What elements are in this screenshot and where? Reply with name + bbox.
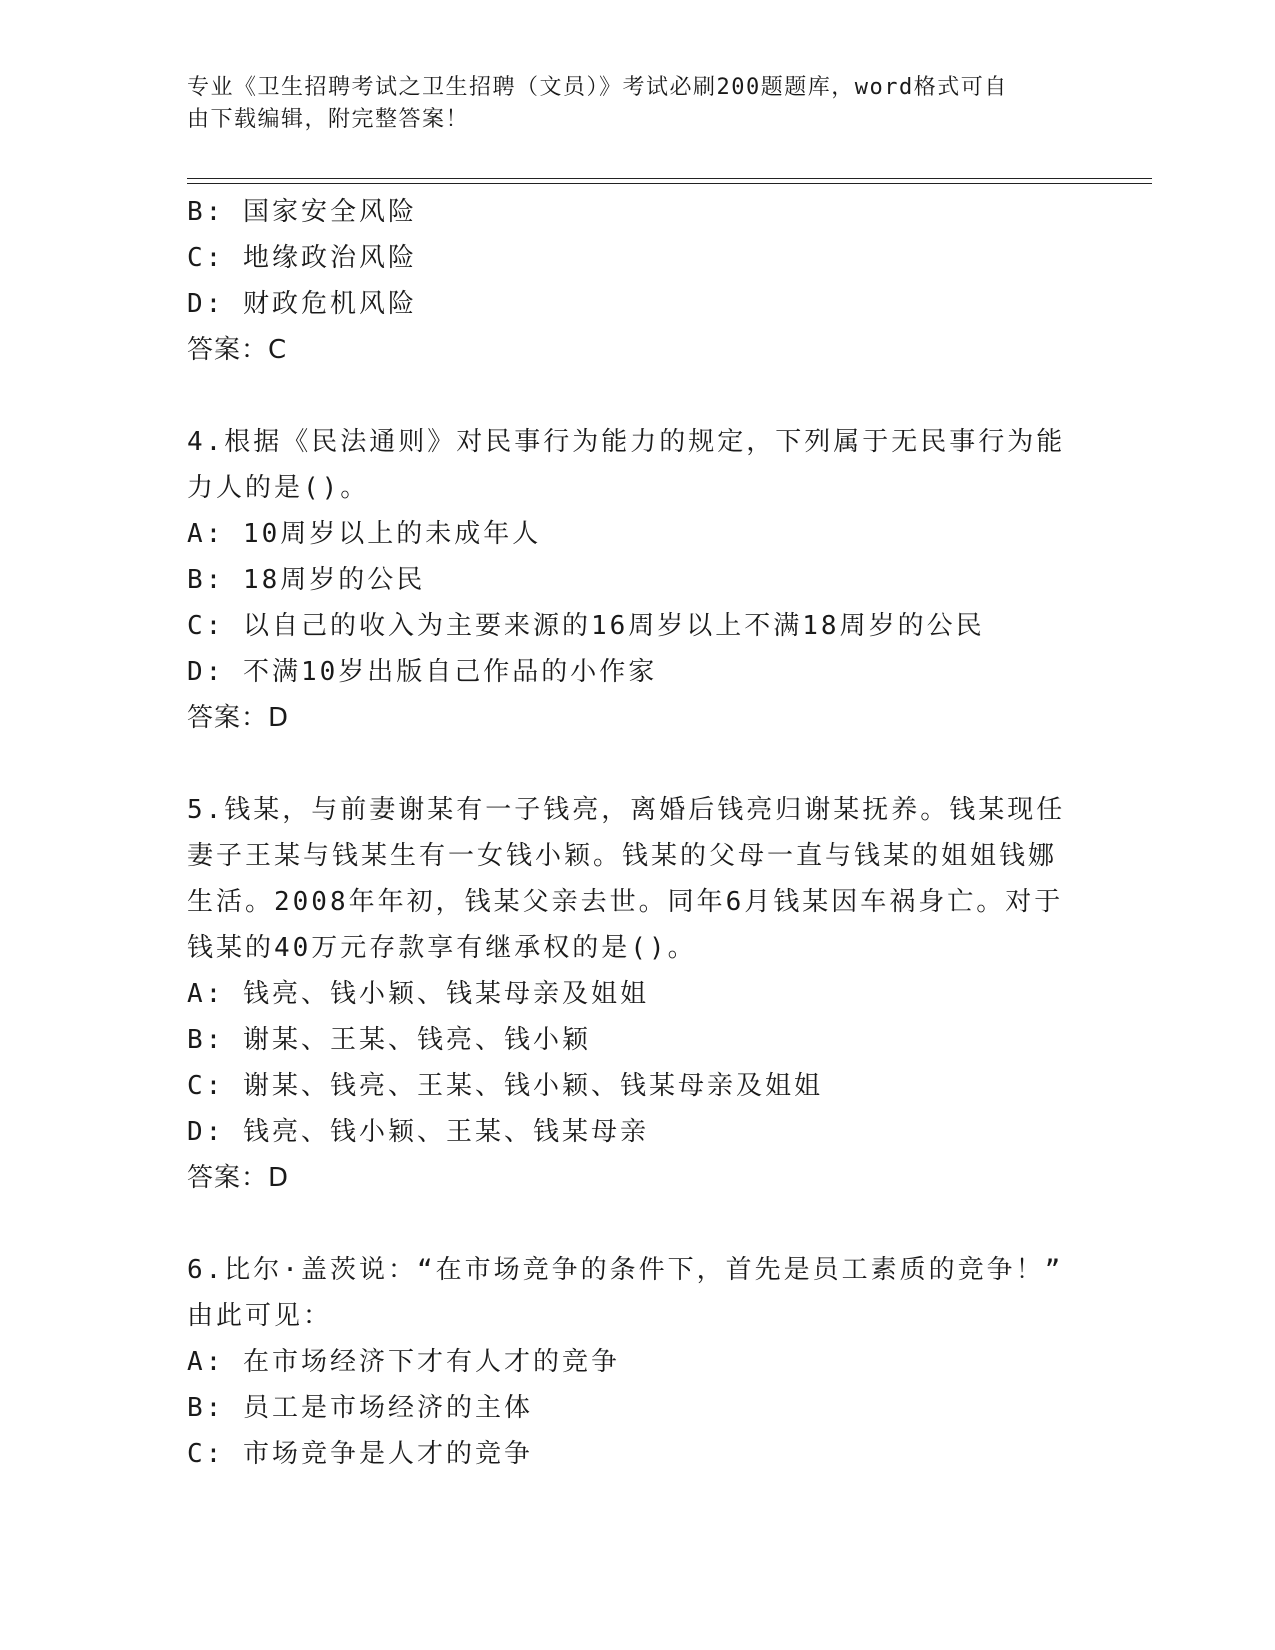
question-stem: 5.钱某，与前妻谢某有一子钱亮，离婚后钱亮归谢某抚养。钱某现任 bbox=[187, 795, 1066, 825]
option-d: D: 钱亮、钱小颖、王某、钱某母亲 bbox=[187, 1117, 649, 1147]
question-stem: 力人的是()。 bbox=[187, 473, 370, 503]
question-stem: 妻子王某与钱某生有一女钱小颖。钱某的父母一直与钱某的姐姐钱娜 bbox=[187, 841, 1058, 871]
header-line-1: 专业《卫生招聘考试之卫生招聘（文员）》考试必刷200题题库，word格式可自 bbox=[187, 75, 1008, 100]
answer: 答案：D bbox=[187, 703, 290, 733]
question-stem: 钱某的40万元存款享有继承权的是()。 bbox=[187, 933, 697, 963]
spacer bbox=[187, 1201, 1087, 1247]
answer: 答案：C bbox=[187, 335, 288, 365]
spacer bbox=[187, 373, 1087, 419]
question-stem: 由此可见： bbox=[187, 1301, 333, 1331]
question-stem: 4.根据《民法通则》对民事行为能力的规定，下列属于无民事行为能 bbox=[187, 427, 1066, 457]
option-d: D: 不满10岁出版自己作品的小作家 bbox=[187, 657, 658, 687]
header-rule-bottom bbox=[187, 183, 1152, 184]
spacer bbox=[187, 741, 1087, 787]
option-c: C: 以自己的收入为主要来源的16周岁以上不满18周岁的公民 bbox=[187, 611, 985, 641]
option-b: B: 员工是市场经济的主体 bbox=[187, 1393, 533, 1423]
question-content bbox=[187, 189, 1087, 1477]
header-line-2: 由下载编辑，附完整答案！ bbox=[187, 107, 470, 132]
page-header bbox=[187, 72, 1067, 136]
question-6-block bbox=[187, 1247, 1087, 1477]
option-d: D: 财政危机风险 bbox=[187, 289, 417, 319]
option-b: B: 18周岁的公民 bbox=[187, 565, 426, 595]
option-a: A: 钱亮、钱小颖、钱某母亲及姐姐 bbox=[187, 979, 649, 1009]
question-4-block bbox=[187, 419, 1087, 741]
option-b: B: 国家安全风险 bbox=[187, 197, 417, 227]
question-3-block bbox=[187, 189, 1087, 373]
option-a: A: 在市场经济下才有人才的竞争 bbox=[187, 1347, 620, 1377]
answer: 答案：D bbox=[187, 1163, 290, 1193]
header-rule-top bbox=[187, 178, 1152, 179]
question-stem: 生活。2008年年初，钱某父亲去世。同年6月钱某因车祸身亡。对于 bbox=[187, 887, 1064, 917]
option-a: A: 10周岁以上的未成年人 bbox=[187, 519, 542, 549]
option-b: B: 谢某、王某、钱亮、钱小颖 bbox=[187, 1025, 591, 1055]
option-c: C: 地缘政治风险 bbox=[187, 243, 417, 273]
option-c: C: 谢某、钱亮、王某、钱小颖、钱某母亲及姐姐 bbox=[187, 1071, 823, 1101]
option-c: C: 市场竞争是人才的竞争 bbox=[187, 1439, 533, 1469]
question-5-block bbox=[187, 787, 1087, 1201]
question-stem: 6.比尔·盖茨说：“在市场竞争的条件下，首先是员工素质的竞争！” bbox=[187, 1255, 1064, 1285]
